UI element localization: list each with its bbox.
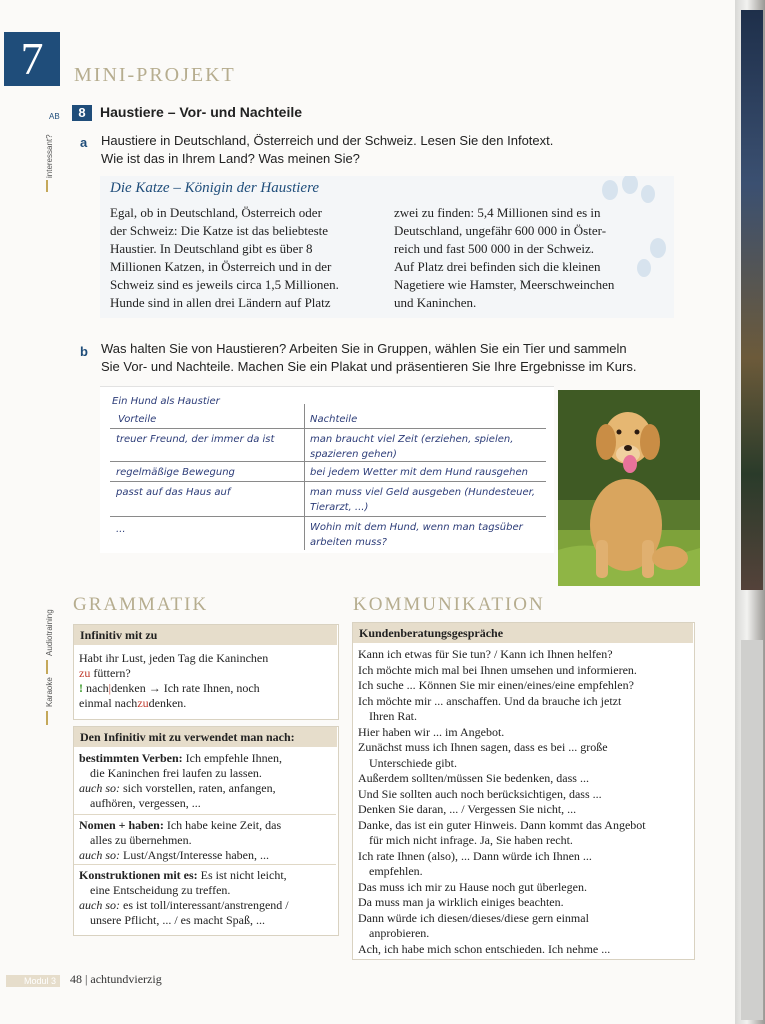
grammar-part: nach [83, 681, 109, 695]
subtask-a-line: Haustiere in Deutschland, Österreich und der Schweiz. Lesen Sie den Infotext. [101, 133, 554, 148]
notes-con-line: man braucht viel Zeit (erziehen, spielen, [310, 434, 514, 445]
side-bar-top [46, 180, 48, 192]
notes-con-item [310, 432, 513, 462]
communication-phrase: Danke, das ist ein guter Hinweis. Dann kommt das Angebot [358, 817, 646, 832]
grammar-part: es ist toll/interessant/anstrengend / [120, 898, 289, 912]
grammar-auch: auch so: [79, 848, 120, 862]
side-label-karaoke: Karaoke [45, 677, 54, 707]
side-label-interessant: interessant? [45, 134, 54, 178]
communication-phrase: Und Sie sollten auch noch berücksichtigen, dass ... [358, 786, 602, 801]
section-title: MINI-PROJEKT [74, 64, 236, 86]
kommunikation-title: KOMMUNIKATION [353, 594, 545, 615]
notes-rule [110, 481, 546, 482]
grammar-label: Nomen + haben: [79, 818, 164, 832]
notes-con-item: bei jedem Wetter mit dem Hund rausgehen [310, 467, 529, 478]
grammar-part: einmal nach [79, 696, 138, 710]
dog-photo [558, 390, 700, 586]
grammar-line [79, 666, 334, 681]
infotext-line: Haustier. In Deutschland gibt es über 8 [110, 241, 313, 256]
notes-divider [304, 404, 305, 550]
infotext-line: und Kaninchen. [394, 295, 477, 310]
communication-phrase: für mich nicht infrage. Ja, Sie haben recht. [369, 833, 573, 847]
ab-label: AB [49, 112, 60, 121]
communication-phrase: Ihren Rat. [369, 709, 417, 723]
grammar-part: sich vorstellen, raten, anfangen, [120, 781, 276, 795]
notes-rule [110, 516, 546, 517]
communication-head: Kundenberatungsgespräche [353, 623, 693, 643]
infotext-line: reich und fast 500 000 in der Schweiz. [394, 241, 595, 256]
communication-phrase: Das muss ich mir zu Hause noch gut überlegen. [358, 879, 587, 894]
communication-phrase: empfehlen. [369, 864, 423, 878]
grammar-line [79, 696, 334, 711]
grammar-usage-nomen [79, 818, 334, 863]
notes-con-item [310, 485, 535, 515]
notes-con-line: man muss viel Geld ausgeben (Hundesteuer, [310, 487, 536, 498]
next-page-edge [741, 640, 763, 1020]
infotext-line: Schweiz sind es jeweils circa 1,5 Millionen. [110, 277, 339, 292]
grammar-line [79, 751, 334, 766]
infotext-line: Auf Platz drei befinden sich die kleinen [394, 259, 601, 274]
grammar-line: alles zu übernehmen. [90, 833, 192, 847]
grammar-part: Lust/Angst/Interesse haben, ... [120, 848, 269, 862]
communication-phrase: Ich suche ... Können Sie mir einen/eines/eine empfehlen? [358, 678, 634, 692]
grammar-part: Es ist nicht leicht, [197, 868, 287, 882]
infotext-line: Egal, ob in Deutschland, Österreich oder [110, 205, 322, 220]
communication-phrase: Denken Sie daran, ... / Vergessen Sie nicht, ... [358, 802, 577, 816]
page-number: 48 | achtundvierzig [70, 972, 162, 986]
grammar-part: Ich empfehle Ihnen, [182, 751, 282, 765]
grammar-part: denken → Ich rate Ihnen, noch [111, 681, 260, 695]
grammar-line [79, 868, 334, 883]
communication-phrase: Unterschiede gibt. [369, 755, 457, 770]
notes-col-con: Nachteile [310, 414, 358, 425]
grammar-verb: füttern? [90, 666, 131, 680]
zu-highlight: zu [137, 696, 149, 710]
notes-col-pro: Vorteile [118, 414, 157, 425]
grammar-divider [74, 814, 336, 815]
grammatik-title: GRAMMATIK [73, 594, 209, 615]
side-label-audiotraining: Audiotraining [45, 609, 54, 656]
task-number: 8 [72, 105, 92, 121]
notes-pro-item: treuer Freund, der immer da ist [116, 434, 275, 445]
grammar-box-head: Den Infinitiv mit zu verwendet man nach: [74, 727, 337, 747]
notes-con-line: spazieren gehen) [310, 449, 397, 460]
grammar-label: bestimmten Verben: [79, 751, 183, 765]
notes-con-item [310, 520, 523, 550]
infotext-line: Hunde sind in allen drei Ländern auf Platz [110, 295, 331, 310]
chapter-number: 7 [4, 32, 60, 86]
infotext-right-column [394, 204, 614, 312]
notes-rule [110, 461, 546, 462]
infotext-line: Millionen Katzen, in Österreich und in der [110, 259, 332, 274]
subtask-a-letter: a [80, 135, 88, 150]
subtask-b-line: Was halten Sie von Haustieren? Arbeiten Sie in Gruppen, wählen Sie ein Tier und sammeln [101, 341, 627, 356]
communication-phrases [358, 647, 692, 957]
communication-phrase: Zunächst muss ich Ihnen sagen, dass es bei ... große [358, 740, 608, 754]
side-bar-audio [46, 660, 48, 674]
grammar-line: unsere Pflicht, ... / es macht Spaß, ... [90, 913, 265, 927]
grammar-line [79, 681, 334, 696]
notes-con-line: Wohin mit dem Hund, wenn man tagsüber [310, 522, 523, 533]
paw-print-decoration [588, 176, 672, 286]
subtask-b-line: Sie Vor- und Nachteile. Machen Sie ein Plakat und präsentieren Sie Ihre Ergebnisse im Kurs. [101, 359, 637, 374]
infotext-line: Nagetiere wie Hamster, Meerschweinchen [394, 277, 615, 292]
separator-mark: | [108, 681, 112, 695]
grammar-usage-konstruktionen [79, 868, 334, 928]
grammar-auch: auch so: [79, 781, 120, 795]
communication-phrase: Ich möchte mich mal bei Ihnen umsehen und informieren. [358, 662, 637, 677]
notes-pro-item: passt auf das Haus auf [116, 487, 231, 498]
grammar-line [79, 781, 334, 796]
grammar-line [79, 898, 334, 913]
grammar-line [79, 818, 334, 833]
grammar-line: aufhören, vergessen, ... [90, 796, 201, 810]
communication-phrase: Ich möchte mir ... anschaffen. Und da brauche ich jetzt [358, 693, 622, 708]
infotext-left-column [110, 204, 339, 312]
grammar-box-head: Infinitiv mit zu [74, 625, 337, 645]
infotext-line: zwei zu finden: 5,4 Millionen sind es in [394, 205, 601, 220]
grammar-label: Konstruktionen mit es: [79, 868, 198, 882]
grammar-line [79, 848, 334, 863]
next-page-photo-edge [741, 10, 763, 590]
communication-phrase: Außerdem sollten/müssen Sie bedenken, dass ... [358, 771, 589, 785]
module-tag: Modul 3 [6, 975, 60, 987]
grammar-line: Habt ihr Lust, jeden Tag die Kaninchen [79, 651, 269, 665]
zu-highlight: zu [79, 666, 91, 680]
infotext-line: der Schweiz: Die Katze ist das beliebteste [110, 223, 329, 238]
infotext-line: Deutschland, ungefähr 600 000 in Öster- [394, 223, 607, 238]
notes-con-line: arbeiten muss? [310, 537, 387, 548]
grammar-part: denken. [148, 696, 187, 710]
subtask-a-line: Wie ist das in Ihrem Land? Was meinen Sie? [101, 151, 360, 166]
exclamation-icon: ! [79, 681, 83, 695]
communication-phrase: Da muss man ja wirklich einiges beachten. [358, 895, 564, 909]
grammar-line: eine Entscheidung zu treffen. [90, 883, 231, 897]
communication-phrase: Kann ich etwas für Sie tun? / Kann ich Ihnen helfen? [358, 647, 613, 661]
communication-phrase: Hier haben wir ... im Angebot. [358, 724, 505, 739]
grammar-usage-verben [79, 751, 334, 811]
subtask-b-letter: b [80, 344, 88, 359]
grammar-line: die Kaninchen frei laufen zu lassen. [90, 766, 262, 780]
notes-pro-item: regelmäßige Bewegung [116, 467, 235, 478]
notes-rule [110, 428, 546, 429]
subtask-a-text [101, 132, 553, 168]
communication-phrase: Dann würde ich diesen/dieses/diese gern einmal [358, 910, 589, 925]
notes-pro-item: ... [116, 524, 126, 535]
notes-title: Ein Hund als Haustier [112, 396, 220, 407]
grammar-part: Ich habe keine Zeit, das [163, 818, 282, 832]
infotext-title: Die Katze – Königin der Haustiere [110, 180, 320, 196]
communication-phrase: Ich rate Ihnen (also), ... Dann würde ich Ihnen ... [358, 848, 592, 863]
communication-phrase: anprobieren. [369, 926, 430, 940]
notes-con-line: Tierarzt, ...) [310, 502, 369, 513]
side-bar-karaoke [46, 711, 48, 725]
grammar-auch: auch so: [79, 898, 120, 912]
grammar-divider [74, 864, 336, 865]
task-title: Haustiere – Vor- und Nachteile [100, 104, 303, 120]
communication-phrase: Ach, ich habe mich schon entschieden. Ich nehme ... [358, 941, 611, 956]
subtask-b-text [101, 340, 636, 376]
grammar-example [79, 651, 334, 711]
